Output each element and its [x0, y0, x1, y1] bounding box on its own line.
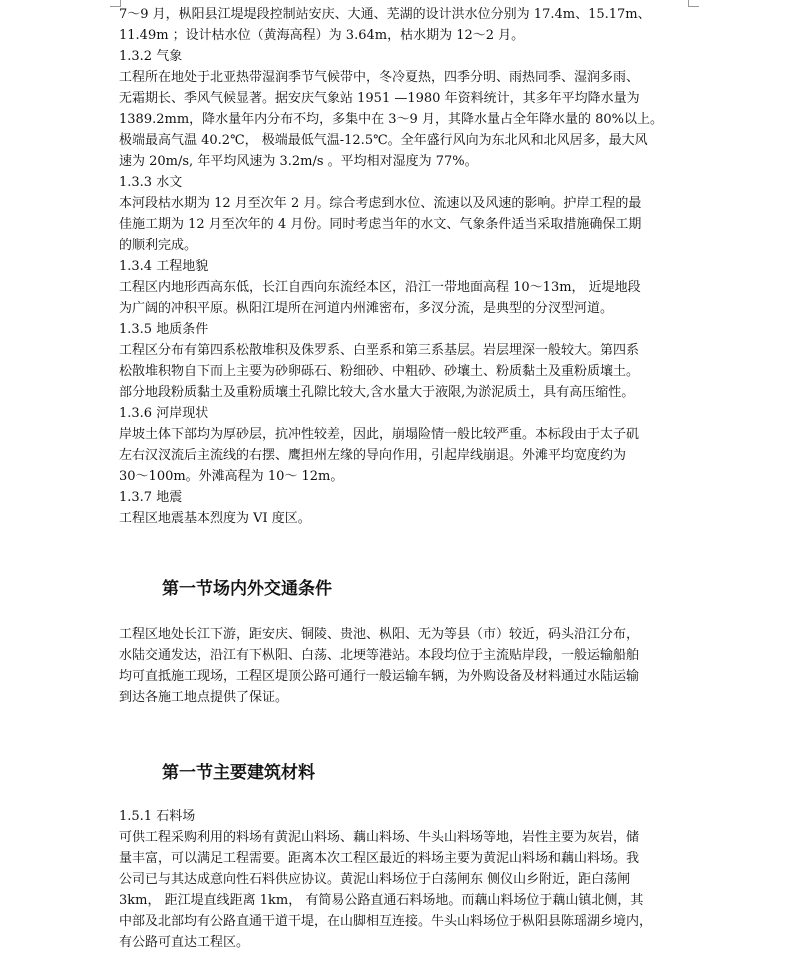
paragraph-line: 均可直抵施工现场，工程区堤顶公路可通行一般运输车辆，为外购设备及材料通过水陆运输	[119, 669, 640, 684]
subsection-heading: 1.3.5 地质条件	[119, 322, 209, 337]
section-materials-body	[119, 806, 675, 953]
subsection-heading: 1.3.3 水文	[119, 175, 183, 190]
paragraph-line: 部分地段粉质黏土及重粉质壤土孔隙比较大,含水量大于液限,为淤泥质土，具有高压缩性。	[119, 385, 635, 400]
paragraph-line: 水陆交通发达，沿江有下枞阳、白荡、北埂等港站。本段均位于主流贴岸段，一般运输船舶	[119, 648, 640, 663]
section-traffic-body	[119, 624, 675, 708]
paragraph-line: 工程区内地形西高东低，长江自西向东流经本区，沿江一带地面高程 10～13m， 近堤地段	[119, 280, 641, 295]
paragraph-line: 工程所在地处于北亚热带湿润季节气候带中，冬冷夏热，四季分明、雨热同季、湿润多雨、	[119, 70, 640, 85]
paragraph-line: 30～100m。外滩高程为 10～ 12m。	[119, 469, 344, 484]
paragraph-line: 本河段枯水期为 12 月至次年 2 月。综合考虑到水位、流速以及风速的影响。护岸工程的最	[119, 196, 642, 211]
paragraph-line: 量丰富，可以满足工程需要。距离本次工程区最近的料场主要为黄泥山料场和藕山料场。我	[119, 851, 640, 866]
paragraph-line: 可供工程采购利用的料场有黄泥山料场、藕山料场、牛头山料场等地，岩性主要为灰岩，储	[119, 830, 640, 845]
subsection-heading: 1.3.6 河岸现状	[119, 406, 209, 421]
paragraph-line: 松散堆积物自下而上主要为砂卵砾石、粉细砂、中粗砂、砂壤土、粉质黏土及重粉质壤土。	[119, 364, 640, 379]
paragraph-line: 左右汉汊流后主流线的右摆、鹰担州左缘的导向作用，引起岸线崩退。外滩平均宽度约为	[119, 448, 627, 463]
paragraph-line: 佳施工期为 12 月至次年的 4 月份。同时考虑当年的水文、气象条件适当采取措施确保工期	[119, 217, 642, 232]
paragraph-line: 为广阔的冲积平原。枞阳江堤所在河道内州滩密布，多汊分流，是典型的分汊型河道。	[119, 301, 614, 316]
paragraph-line: 速为 20m/s, 年平均风速为 3.2m/s 。平均相对湿度为 77%。	[119, 154, 478, 169]
subsection-heading: 1.5.1 石料场	[119, 809, 196, 824]
section-title-materials: 第一节主要建筑材料	[162, 763, 315, 783]
subsection-heading: 1.3.2 气象	[119, 49, 183, 64]
paragraph-line: 极端最高气温 40.2℃， 极端最低气温-12.5℃。全年盛行风向为东北风和北风居多，最大风	[119, 133, 648, 148]
paragraph-line: 无霜期长、季风气候显著。据安庆气象站 1951 —1980 年资料统计，其多年平均降水量为	[119, 91, 640, 106]
paragraph-line: 中部及北部均有公路直通干道干堤，在山脚相互连接。牛头山料场位于枞阳县陈瑶湖乡境内，	[119, 914, 653, 929]
paragraph-line: 岸坡土体下部均为厚砂层，抗冲性较差，因此，崩塌险情一般比较严重。本标段由于太子矶	[119, 427, 640, 442]
subsection-heading: 1.3.4 工程地貌	[119, 259, 209, 274]
paragraph-line: 到达各施工地点提供了保证。	[119, 690, 289, 705]
section-title-traffic: 第一节场内外交通条件	[162, 579, 332, 599]
paragraph-line: 11.49m ；设计枯水位（黄海高程）为 3.64m，枯水期为 12～2 月。	[119, 28, 525, 43]
paragraph-line: 工程区地处长江下游，距安庆、铜陵、贵池、枞阳、无为等县（市）较近，码头沿江分布，	[119, 627, 640, 642]
paragraph-line: 公司已与其达成意向性石料供应协议。黄泥山料场位于白荡闸东 侧仪山乡附近，距白荡闸	[119, 872, 631, 887]
top-text-block	[119, 4, 675, 529]
paragraph-line: 工程区分布有第四系松散堆积及侏罗系、白垩系和第三系基层。岩层埋深一般较大。第四系	[119, 343, 640, 358]
paragraph-line: 的顺利完成。	[119, 238, 198, 253]
margin-corner-mark	[688, 0, 699, 7]
paragraph-line: 有公路可直达工程区。	[119, 935, 250, 950]
subsection-heading: 1.3.7 地震	[119, 490, 183, 505]
paragraph-line: 3km， 距江堤直线距离 1km， 有简易公路直通石料场地。而藕山料场位于藕山镇北侧，其	[119, 893, 644, 908]
paragraph-line: 7～9 月，枞阳县江堤堤段控制站安庆、大通、芜湖的设计洪水位分别为 17.4m、15.17m、	[119, 7, 651, 22]
paragraph-line: 1389.2mm，降水量年内分布不均，多集中在 3～9 月，其降水量占全年降水量的 80%以上。	[119, 112, 663, 127]
paragraph-line: 工程区地震基本烈度为 VI 度区。	[119, 511, 311, 526]
